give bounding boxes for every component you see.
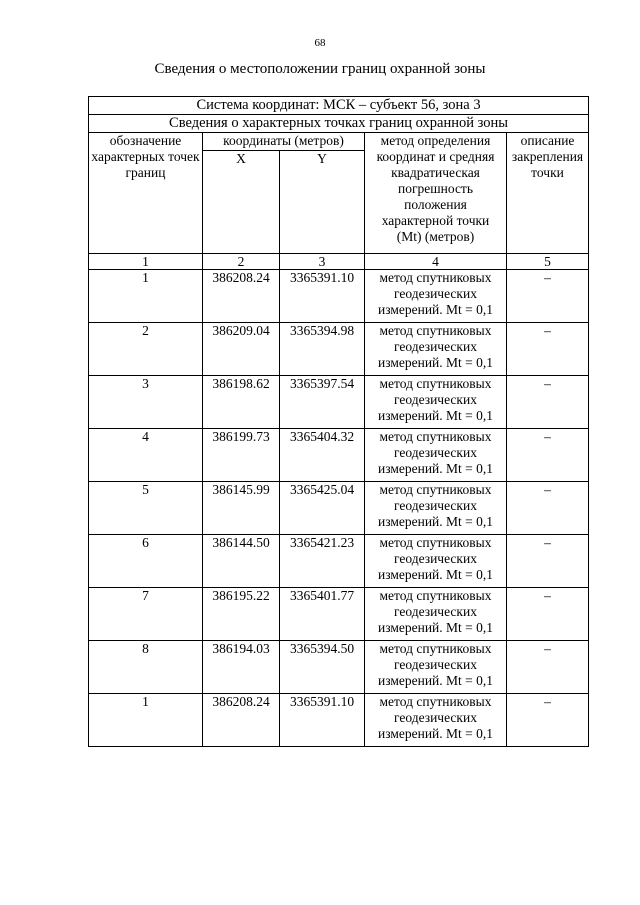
column-number: 3 xyxy=(280,254,365,270)
coordinate-system-cell: Система координат: МСК – субъект 56, зона 3 xyxy=(89,97,589,115)
y-coordinate-cell: 3365401.77 xyxy=(280,588,365,641)
column-number: 5 xyxy=(507,254,589,270)
x-coordinate-cell: 386209.04 xyxy=(203,323,280,376)
page-number: 68 xyxy=(314,37,326,49)
point-cell: 7 xyxy=(89,588,203,641)
x-coordinate-cell: 386145.99 xyxy=(203,482,280,535)
method-cell: метод спутниковых геодезических измерений. Mt = 0,1 xyxy=(365,323,507,376)
x-coordinate-cell: 386144.50 xyxy=(203,535,280,588)
column-number-row xyxy=(89,254,589,270)
header-y: Y xyxy=(280,151,365,254)
y-coordinate-cell: 3365394.50 xyxy=(280,641,365,694)
description-cell: – xyxy=(507,641,589,694)
point-cell: 2 xyxy=(89,323,203,376)
x-coordinate-cell: 386198.62 xyxy=(203,376,280,429)
method-cell: метод спутниковых геодезических измерений. Mt = 0,1 xyxy=(365,429,507,482)
coordinate-system-row xyxy=(89,97,589,115)
section-title-cell: Сведения о характерных точках границ охранной зоны xyxy=(89,115,589,133)
document-title: Сведения о местоположении границ охранной зоны xyxy=(154,61,486,77)
method-cell: метод спутниковых геодезических измерений. Mt = 0,1 xyxy=(365,376,507,429)
y-coordinate-cell: 3365421.23 xyxy=(280,535,365,588)
header-row xyxy=(89,133,589,151)
point-cell: 3 xyxy=(89,376,203,429)
method-cell: метод спутниковых геодезических измерений. Mt = 0,1 xyxy=(365,641,507,694)
method-cell: метод спутниковых геодезических измерений. Mt = 0,1 xyxy=(365,270,507,323)
point-cell: 1 xyxy=(89,694,203,747)
point-cell: 6 xyxy=(89,535,203,588)
column-number: 2 xyxy=(203,254,280,270)
table-row xyxy=(89,376,589,429)
method-cell: метод спутниковых геодезических измерений. Mt = 0,1 xyxy=(365,535,507,588)
point-cell: 5 xyxy=(89,482,203,535)
header-point-label: обозначение характерных точек границ xyxy=(89,133,203,254)
header-method xyxy=(365,133,507,254)
table-row xyxy=(89,270,589,323)
description-cell: – xyxy=(507,376,589,429)
table-row xyxy=(89,323,589,376)
table-body xyxy=(89,97,589,747)
method-cell: метод спутниковых геодезических измерений. Mt = 0,1 xyxy=(365,694,507,747)
column-number: 1 xyxy=(89,254,203,270)
table-row xyxy=(89,694,589,747)
header-method-label: метод определения координат и средняя квадратическая погрешность положения характерной точки xyxy=(376,133,495,228)
point-cell: 8 xyxy=(89,641,203,694)
column-number: 4 xyxy=(365,254,507,270)
y-coordinate-cell: 3365391.10 xyxy=(280,270,365,323)
boundary-points-table xyxy=(88,96,589,747)
method-cell: метод спутниковых геодезических измерений. Mt = 0,1 xyxy=(365,482,507,535)
y-coordinate-cell: 3365425.04 xyxy=(280,482,365,535)
x-coordinate-cell: 386208.24 xyxy=(203,694,280,747)
y-coordinate-cell: 3365404.32 xyxy=(280,429,365,482)
description-cell: – xyxy=(507,694,589,747)
y-coordinate-cell: 3365394.98 xyxy=(280,323,365,376)
y-coordinate-cell: 3365397.54 xyxy=(280,376,365,429)
header-x: X xyxy=(203,151,280,254)
description-cell: – xyxy=(507,270,589,323)
table-row xyxy=(89,429,589,482)
table-row xyxy=(89,535,589,588)
x-coordinate-cell: 386195.22 xyxy=(203,588,280,641)
header-coordinates: координаты (метров) xyxy=(203,133,365,151)
point-cell: 1 xyxy=(89,270,203,323)
section-title-row xyxy=(89,115,589,133)
table-row xyxy=(89,588,589,641)
x-coordinate-cell: 386208.24 xyxy=(203,270,280,323)
header-method-unit: (Mt) (метров) xyxy=(396,229,475,244)
description-cell: – xyxy=(507,323,589,376)
method-cell: метод спутниковых геодезических измерений. Mt = 0,1 xyxy=(365,588,507,641)
x-coordinate-cell: 386199.73 xyxy=(203,429,280,482)
point-cell: 4 xyxy=(89,429,203,482)
x-coordinate-cell: 386194.03 xyxy=(203,641,280,694)
description-cell: – xyxy=(507,588,589,641)
description-cell: – xyxy=(507,535,589,588)
table-row xyxy=(89,482,589,535)
header-description: описание закрепления точки xyxy=(507,133,589,254)
table-row xyxy=(89,641,589,694)
description-cell: – xyxy=(507,429,589,482)
description-cell: – xyxy=(507,482,589,535)
y-coordinate-cell: 3365391.10 xyxy=(280,694,365,747)
